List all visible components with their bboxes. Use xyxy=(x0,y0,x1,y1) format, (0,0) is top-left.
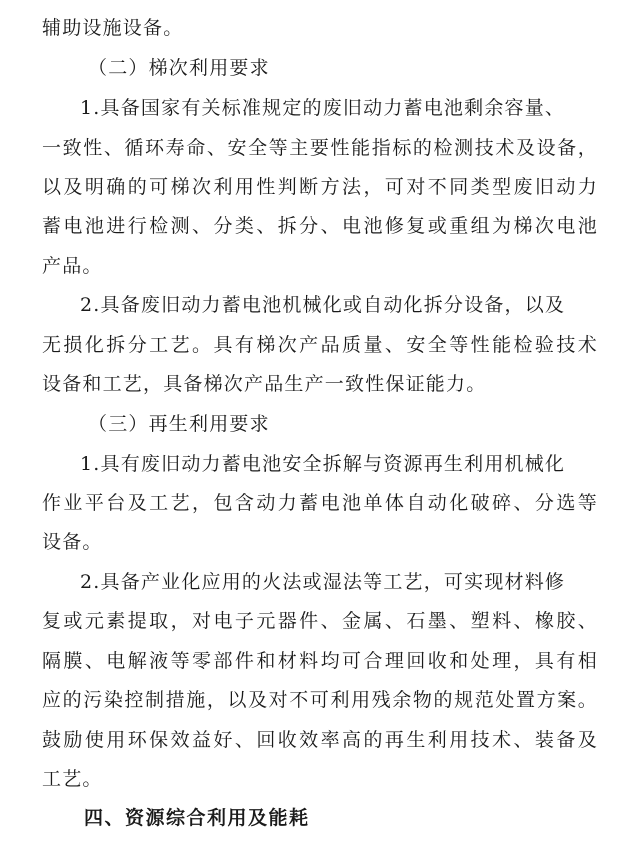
paragraph-line: 设备和工艺，具备梯次产品生产一致性保证能力。 xyxy=(42,373,487,395)
paragraph-line: 2.具备产业化应用的火法或湿法等工艺，可实现材料修 xyxy=(80,571,566,593)
paragraph-line: 2.具备废旧动力蓄电池机械化或自动化拆分设备，以及 xyxy=(80,294,566,316)
paragraph-line: 蓄电池进行检测、分类、拆分、电池修复或重组为梯次电池 xyxy=(42,215,598,237)
paragraph-line: 隔膜、电解液等零部件和材料均可合理回收和处理，具有相 xyxy=(42,650,598,672)
paragraph-line: 作业平台及工艺，包含动力蓄电池单体自动化破碎、分选等 xyxy=(42,492,598,514)
paragraph-line: 以及明确的可梯次利用性判断方法，可对不同类型废旧动力 xyxy=(42,176,598,198)
paragraph-line: 应的污染控制措施，以及对不可利用残余物的规范处置方案。 xyxy=(42,689,598,711)
paragraph-line: 1.具有废旧动力蓄电池安全拆解与资源再生利用机械化 xyxy=(80,453,566,475)
paragraph-line: 产品。 xyxy=(42,255,103,277)
section-subheading-recycling: （三）再生利用要求 xyxy=(88,413,270,435)
paragraph-line: 一致性、循环寿命、安全等主要性能指标的检测技术及设备， xyxy=(42,137,598,159)
paragraph-line: 复或元素提取，对电子元器件、金属、石墨、塑料、橡胶、 xyxy=(42,610,598,632)
paragraph-line: 无损化拆分工艺。具有梯次产品质量、安全等性能检验技术 xyxy=(42,334,598,356)
paragraph-line: 1.具备国家有关标准规定的废旧动力蓄电池剩余容量、 xyxy=(80,97,566,119)
paragraph-line: 鼓励使用环保效益好、回收效率高的再生利用技术、装备及 xyxy=(42,729,598,751)
section-subheading-step-utilization: （二）梯次利用要求 xyxy=(88,57,270,79)
paragraph-line: 设备。 xyxy=(42,531,103,553)
section-heading-resource-utilization: 四、资源综合利用及能耗 xyxy=(84,807,310,829)
paragraph-line: 工艺。 xyxy=(42,768,103,790)
paragraph-line: 辅助设施设备。 xyxy=(42,17,184,39)
